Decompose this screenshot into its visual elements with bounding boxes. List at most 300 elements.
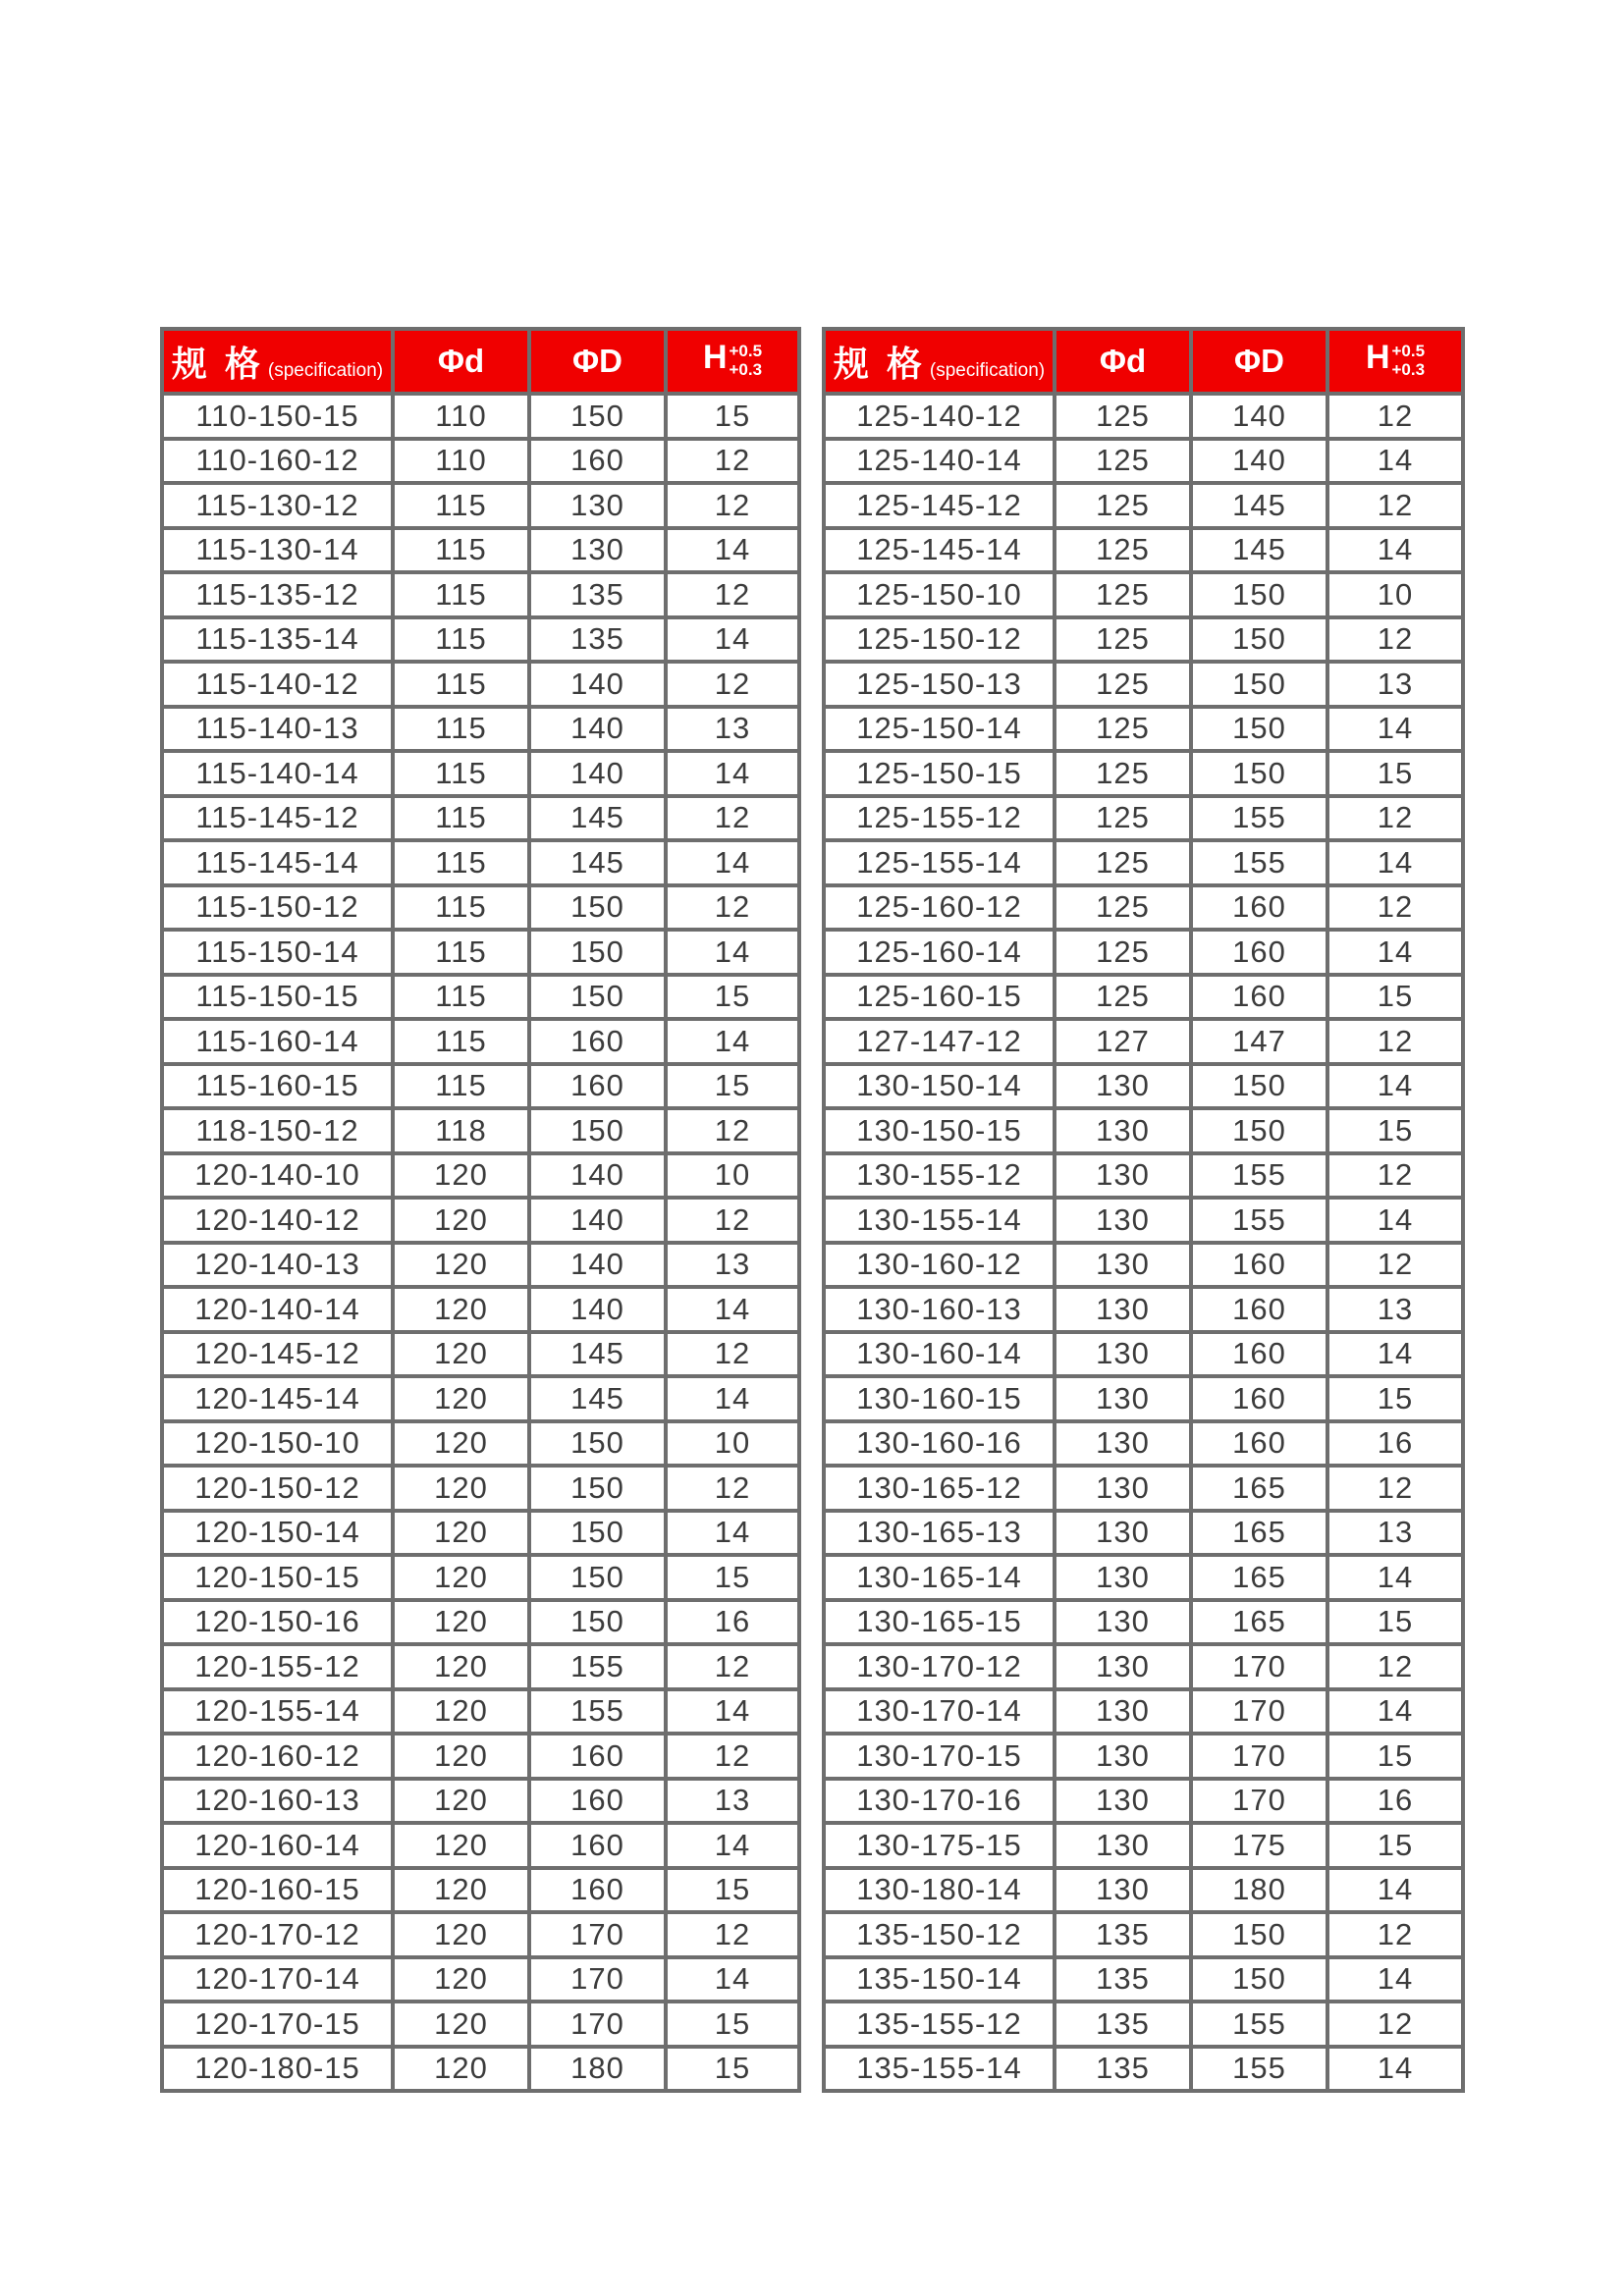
- cell-h: 12: [1327, 796, 1463, 841]
- cell-phi-d: 115: [393, 707, 529, 752]
- cell-h: 15: [1327, 751, 1463, 796]
- h-label: H: [1365, 339, 1390, 377]
- cell-h: 12: [666, 885, 799, 931]
- cell-phi-d: 135: [1055, 1957, 1191, 2002]
- cell-h: 12: [666, 572, 799, 617]
- table-row: [824, 1153, 1463, 1199]
- specification-label-en: (specification): [929, 359, 1046, 381]
- cell-h: 12: [666, 1198, 799, 1243]
- cell-specification: 120-155-12: [162, 1644, 393, 1689]
- cell-phi-D: 155: [1191, 840, 1327, 885]
- cell-specification: 130-170-14: [824, 1689, 1055, 1735]
- cell-phi-d: 115: [393, 840, 529, 885]
- cell-specification: 120-150-10: [162, 1421, 393, 1467]
- table-row: [824, 617, 1463, 663]
- cell-specification: 120-150-14: [162, 1511, 393, 1556]
- cell-phi-d: 118: [393, 1108, 529, 1153]
- cell-phi-d: 125: [1055, 930, 1191, 975]
- cell-phi-d: 125: [1055, 840, 1191, 885]
- table-row: [824, 1689, 1463, 1735]
- cell-phi-D: 160: [529, 1868, 666, 1913]
- cell-phi-D: 160: [529, 1779, 666, 1824]
- cell-phi-d: 125: [1055, 439, 1191, 484]
- cell-phi-D: 165: [1191, 1466, 1327, 1511]
- cell-phi-d: 120: [393, 1555, 529, 1600]
- cell-phi-D: 150: [1191, 751, 1327, 796]
- table-row: [162, 617, 799, 663]
- cell-h: 14: [1327, 930, 1463, 975]
- cell-h: 12: [666, 1734, 799, 1779]
- cell-phi-d: 120: [393, 1689, 529, 1735]
- cell-phi-D: 145: [529, 1376, 666, 1421]
- table-row: [162, 1734, 799, 1779]
- cell-phi-d: 120: [393, 1600, 529, 1645]
- cell-specification: 118-150-12: [162, 1108, 393, 1153]
- cell-specification: 130-170-16: [824, 1779, 1055, 1824]
- cell-specification: 125-155-12: [824, 796, 1055, 841]
- table-row: [824, 751, 1463, 796]
- cell-phi-d: 130: [1055, 1823, 1191, 1868]
- cell-specification: 130-180-14: [824, 1868, 1055, 1913]
- cell-h: 12: [666, 483, 799, 528]
- table-row: [824, 2047, 1463, 2092]
- cell-phi-D: 145: [1191, 528, 1327, 573]
- spec-table-left-body: [162, 394, 799, 2091]
- cell-phi-D: 140: [529, 751, 666, 796]
- cell-phi-D: 155: [529, 1689, 666, 1735]
- cell-phi-D: 160: [1191, 1332, 1327, 1377]
- cell-specification: 115-130-12: [162, 483, 393, 528]
- cell-h: 15: [666, 1868, 799, 1913]
- cell-phi-D: 140: [1191, 439, 1327, 484]
- h-upper-tolerance: +0.5: [1391, 341, 1426, 360]
- spec-table-right-body: [824, 394, 1463, 2091]
- cell-phi-D: 150: [529, 1600, 666, 1645]
- cell-h: 13: [1327, 662, 1463, 707]
- cell-specification: 120-150-12: [162, 1466, 393, 1511]
- cell-specification: 130-165-13: [824, 1511, 1055, 1556]
- cell-phi-d: 120: [393, 1421, 529, 1467]
- cell-phi-D: 145: [529, 796, 666, 841]
- cell-phi-d: 130: [1055, 1376, 1191, 1421]
- cell-phi-d: 130: [1055, 1108, 1191, 1153]
- cell-specification: 125-145-14: [824, 528, 1055, 573]
- cell-h: 14: [666, 1823, 799, 1868]
- table-row: [162, 1064, 799, 1109]
- cell-phi-D: 160: [529, 439, 666, 484]
- table-row: [162, 1600, 799, 1645]
- cell-h: 16: [666, 1600, 799, 1645]
- cell-phi-D: 180: [529, 2047, 666, 2092]
- header-phi-D: ΦD: [1191, 329, 1327, 394]
- cell-phi-D: 155: [1191, 1198, 1327, 1243]
- cell-phi-D: 150: [529, 975, 666, 1020]
- cell-phi-D: 170: [529, 1912, 666, 1957]
- table-row: [824, 1466, 1463, 1511]
- cell-specification: 125-150-15: [824, 751, 1055, 796]
- cell-specification: 130-170-15: [824, 1734, 1055, 1779]
- cell-specification: 127-147-12: [824, 1019, 1055, 1064]
- cell-specification: 120-150-16: [162, 1600, 393, 1645]
- cell-specification: 125-150-13: [824, 662, 1055, 707]
- cell-phi-d: 125: [1055, 885, 1191, 931]
- cell-phi-d: 115: [393, 572, 529, 617]
- table-row: [824, 840, 1463, 885]
- cell-phi-D: 170: [529, 2002, 666, 2047]
- table-row: [824, 528, 1463, 573]
- cell-phi-d: 125: [1055, 751, 1191, 796]
- cell-h: 15: [666, 2047, 799, 2092]
- cell-specification: 115-160-15: [162, 1064, 393, 1109]
- table-row: [824, 1332, 1463, 1377]
- cell-h: 13: [666, 707, 799, 752]
- cell-phi-d: 125: [1055, 975, 1191, 1020]
- cell-h: 15: [1327, 1600, 1463, 1645]
- cell-specification: 130-165-14: [824, 1555, 1055, 1600]
- cell-phi-D: 150: [529, 1108, 666, 1153]
- table-row: [162, 1689, 799, 1735]
- cell-phi-d: 125: [1055, 483, 1191, 528]
- cell-h: 12: [666, 1644, 799, 1689]
- cell-h: 14: [1327, 1868, 1463, 1913]
- table-row: [162, 2047, 799, 2092]
- table-row: [824, 1600, 1463, 1645]
- cell-specification: 115-130-14: [162, 528, 393, 573]
- cell-phi-d: 130: [1055, 1287, 1191, 1332]
- cell-h: 14: [1327, 1198, 1463, 1243]
- cell-phi-D: 155: [1191, 2002, 1327, 2047]
- table-row: [824, 1108, 1463, 1153]
- cell-h: 14: [666, 617, 799, 663]
- cell-phi-D: 147: [1191, 1019, 1327, 1064]
- cell-phi-d: 120: [393, 1912, 529, 1957]
- cell-phi-D: 150: [1191, 1957, 1327, 2002]
- cell-phi-d: 120: [393, 1332, 529, 1377]
- h-label: H: [702, 339, 728, 377]
- cell-phi-d: 120: [393, 1868, 529, 1913]
- cell-h: 15: [666, 1555, 799, 1600]
- h-lower-tolerance: +0.3: [1391, 360, 1426, 380]
- cell-specification: 135-150-12: [824, 1912, 1055, 1957]
- h-upper-tolerance: +0.5: [729, 341, 763, 360]
- table-row: [162, 1555, 799, 1600]
- table-row: [824, 1734, 1463, 1779]
- cell-phi-d: 120: [393, 1287, 529, 1332]
- cell-h: 15: [666, 975, 799, 1020]
- h-lower-tolerance: +0.3: [729, 360, 763, 380]
- cell-specification: 125-150-14: [824, 707, 1055, 752]
- cell-phi-d: 120: [393, 1153, 529, 1199]
- cell-specification: 120-170-12: [162, 1912, 393, 1957]
- table-row: [162, 1287, 799, 1332]
- table-row: [162, 394, 799, 439]
- cell-phi-d: 120: [393, 1823, 529, 1868]
- specification-label-en: (specification): [267, 359, 384, 381]
- table-row: [824, 1287, 1463, 1332]
- cell-phi-d: 135: [1055, 1912, 1191, 1957]
- cell-specification: 110-150-15: [162, 394, 393, 439]
- cell-phi-d: 130: [1055, 1511, 1191, 1556]
- cell-h: 13: [1327, 1287, 1463, 1332]
- cell-phi-D: 145: [1191, 483, 1327, 528]
- cell-phi-D: 150: [529, 885, 666, 931]
- cell-phi-D: 145: [529, 1332, 666, 1377]
- cell-h: 12: [1327, 885, 1463, 931]
- table-row: [824, 1644, 1463, 1689]
- h-tolerance-stack: [730, 342, 763, 380]
- cell-phi-d: 125: [1055, 617, 1191, 663]
- cell-phi-D: 150: [529, 1555, 666, 1600]
- cell-phi-D: 150: [1191, 707, 1327, 752]
- spec-table-right-header: [824, 329, 1463, 394]
- table-row: [162, 1644, 799, 1689]
- cell-h: 12: [666, 1912, 799, 1957]
- cell-specification: 115-135-12: [162, 572, 393, 617]
- cell-specification: 125-150-12: [824, 617, 1055, 663]
- table-row: [162, 751, 799, 796]
- cell-h: 15: [1327, 1108, 1463, 1153]
- table-row: [162, 1019, 799, 1064]
- cell-phi-D: 160: [1191, 885, 1327, 931]
- cell-specification: 120-160-15: [162, 1868, 393, 1913]
- cell-phi-d: 120: [393, 2047, 529, 2092]
- cell-h: 12: [666, 796, 799, 841]
- table-row: [162, 2002, 799, 2047]
- cell-specification: 115-140-13: [162, 707, 393, 752]
- cell-phi-d: 130: [1055, 1734, 1191, 1779]
- table-row: [824, 1019, 1463, 1064]
- cell-phi-D: 155: [1191, 796, 1327, 841]
- cell-specification: 130-160-15: [824, 1376, 1055, 1421]
- table-row: [162, 1376, 799, 1421]
- table-row: [824, 1421, 1463, 1467]
- cell-phi-D: 160: [1191, 930, 1327, 975]
- cell-specification: 115-150-12: [162, 885, 393, 931]
- cell-h: 14: [1327, 707, 1463, 752]
- table-row: [162, 1868, 799, 1913]
- cell-specification: 125-160-15: [824, 975, 1055, 1020]
- table-row: [162, 975, 799, 1020]
- cell-specification: 135-155-12: [824, 2002, 1055, 2047]
- cell-phi-D: 160: [1191, 1376, 1327, 1421]
- cell-h: 14: [666, 1376, 799, 1421]
- cell-h: 12: [666, 662, 799, 707]
- cell-phi-d: 120: [393, 1957, 529, 2002]
- cell-specification: 130-150-14: [824, 1064, 1055, 1109]
- cell-phi-D: 160: [529, 1019, 666, 1064]
- cell-phi-D: 140: [529, 1198, 666, 1243]
- cell-specification: 115-140-12: [162, 662, 393, 707]
- cell-h: 16: [1327, 1779, 1463, 1824]
- cell-phi-d: 130: [1055, 1421, 1191, 1467]
- cell-phi-d: 120: [393, 1644, 529, 1689]
- cell-specification: 125-160-14: [824, 930, 1055, 975]
- cell-phi-d: 110: [393, 439, 529, 484]
- table-row: [162, 796, 799, 841]
- cell-phi-d: 115: [393, 975, 529, 1020]
- cell-phi-D: 155: [529, 1644, 666, 1689]
- header-phi-d: Φd: [393, 329, 529, 394]
- cell-h: 13: [666, 1243, 799, 1288]
- cell-phi-d: 130: [1055, 1689, 1191, 1735]
- table-row: [162, 1198, 799, 1243]
- header-phi-D: ΦD: [529, 329, 666, 394]
- table-row: [162, 885, 799, 931]
- cell-phi-d: 115: [393, 1019, 529, 1064]
- cell-phi-D: 150: [529, 1421, 666, 1467]
- cell-phi-D: 140: [1191, 394, 1327, 439]
- cell-h: 15: [666, 394, 799, 439]
- cell-phi-d: 125: [1055, 707, 1191, 752]
- cell-specification: 115-145-14: [162, 840, 393, 885]
- cell-phi-D: 160: [1191, 1243, 1327, 1288]
- cell-h: 14: [666, 1689, 799, 1735]
- cell-phi-D: 150: [529, 1511, 666, 1556]
- cell-specification: 115-140-14: [162, 751, 393, 796]
- cell-h: 14: [1327, 2047, 1463, 2092]
- cell-h: 14: [666, 528, 799, 573]
- table-row: [824, 394, 1463, 439]
- table-row: [162, 1108, 799, 1153]
- cell-phi-D: 130: [529, 528, 666, 573]
- cell-phi-d: 130: [1055, 1868, 1191, 1913]
- cell-phi-d: 110: [393, 394, 529, 439]
- table-row: [824, 1198, 1463, 1243]
- table-row: [162, 1243, 799, 1288]
- cell-phi-D: 160: [529, 1734, 666, 1779]
- cell-h: 14: [666, 930, 799, 975]
- cell-phi-D: 180: [1191, 1868, 1327, 1913]
- cell-phi-d: 115: [393, 930, 529, 975]
- cell-specification: 120-145-12: [162, 1332, 393, 1377]
- cell-phi-D: 150: [1191, 662, 1327, 707]
- cell-phi-d: 125: [1055, 662, 1191, 707]
- cell-specification: 130-150-15: [824, 1108, 1055, 1153]
- cell-phi-D: 140: [529, 1243, 666, 1288]
- cell-specification: 120-160-14: [162, 1823, 393, 1868]
- table-row: [824, 483, 1463, 528]
- cell-h: 10: [1327, 572, 1463, 617]
- table-row: [162, 1779, 799, 1824]
- cell-specification: 120-140-12: [162, 1198, 393, 1243]
- cell-phi-D: 160: [529, 1823, 666, 1868]
- cell-phi-d: 120: [393, 1243, 529, 1288]
- table-row: [162, 1957, 799, 2002]
- cell-phi-D: 150: [529, 394, 666, 439]
- cell-phi-d: 130: [1055, 1064, 1191, 1109]
- table-row: [162, 572, 799, 617]
- cell-h: 14: [1327, 1332, 1463, 1377]
- cell-h: 14: [666, 751, 799, 796]
- table-row: [824, 930, 1463, 975]
- cell-phi-d: 115: [393, 617, 529, 663]
- cell-specification: 110-160-12: [162, 439, 393, 484]
- cell-specification: 125-145-12: [824, 483, 1055, 528]
- cell-specification: 130-155-14: [824, 1198, 1055, 1243]
- cell-specification: 130-160-14: [824, 1332, 1055, 1377]
- cell-phi-D: 130: [529, 483, 666, 528]
- table-row: [162, 707, 799, 752]
- cell-phi-d: 115: [393, 885, 529, 931]
- cell-h: 15: [1327, 1734, 1463, 1779]
- cell-phi-D: 150: [1191, 617, 1327, 663]
- cell-phi-D: 170: [1191, 1644, 1327, 1689]
- cell-h: 14: [666, 1957, 799, 2002]
- header-h-tolerance: [666, 329, 799, 394]
- cell-h: 12: [1327, 1153, 1463, 1199]
- cell-h: 14: [666, 840, 799, 885]
- cell-specification: 125-155-14: [824, 840, 1055, 885]
- cell-phi-d: 130: [1055, 1779, 1191, 1824]
- cell-phi-d: 130: [1055, 1466, 1191, 1511]
- header-row: [162, 329, 799, 394]
- table-row: [824, 662, 1463, 707]
- cell-phi-D: 140: [529, 662, 666, 707]
- header-h-tolerance: [1327, 329, 1463, 394]
- cell-specification: 120-170-14: [162, 1957, 393, 2002]
- cell-phi-d: 120: [393, 1198, 529, 1243]
- cell-h: 14: [1327, 1689, 1463, 1735]
- cell-h: 15: [1327, 975, 1463, 1020]
- cell-phi-d: 120: [393, 1511, 529, 1556]
- cell-specification: 135-155-14: [824, 2047, 1055, 2092]
- cell-h: 12: [1327, 483, 1463, 528]
- cell-h: 10: [666, 1153, 799, 1199]
- cell-phi-D: 165: [1191, 1555, 1327, 1600]
- cell-h: 12: [1327, 1243, 1463, 1288]
- table-row: [162, 1153, 799, 1199]
- cell-phi-D: 140: [529, 1153, 666, 1199]
- cell-phi-d: 130: [1055, 1332, 1191, 1377]
- cell-h: 12: [666, 1332, 799, 1377]
- spec-table-left: [160, 327, 801, 2093]
- cell-phi-d: 125: [1055, 572, 1191, 617]
- cell-phi-d: 115: [393, 528, 529, 573]
- cell-h: 15: [666, 1064, 799, 1109]
- table-row: [162, 483, 799, 528]
- cell-specification: 120-140-14: [162, 1287, 393, 1332]
- cell-specification: 120-180-15: [162, 2047, 393, 2092]
- cell-h: 14: [1327, 528, 1463, 573]
- table-row: [824, 1957, 1463, 2002]
- cell-phi-D: 170: [1191, 1689, 1327, 1735]
- cell-specification: 120-160-12: [162, 1734, 393, 1779]
- cell-h: 14: [666, 1287, 799, 1332]
- table-row: [824, 975, 1463, 1020]
- cell-h: 15: [666, 2002, 799, 2047]
- table-row: [162, 840, 799, 885]
- cell-specification: 135-150-14: [824, 1957, 1055, 2002]
- cell-h: 14: [666, 1511, 799, 1556]
- table-row: [824, 1779, 1463, 1824]
- cell-phi-d: 135: [1055, 2047, 1191, 2092]
- cell-phi-D: 155: [1191, 1153, 1327, 1199]
- cell-phi-d: 115: [393, 662, 529, 707]
- cell-phi-D: 150: [1191, 1108, 1327, 1153]
- cell-phi-d: 115: [393, 1064, 529, 1109]
- cell-phi-D: 150: [529, 930, 666, 975]
- cell-specification: 130-170-12: [824, 1644, 1055, 1689]
- cell-specification: 120-145-14: [162, 1376, 393, 1421]
- table-row: [824, 1555, 1463, 1600]
- cell-h: 15: [1327, 1823, 1463, 1868]
- table-row: [824, 1823, 1463, 1868]
- table-row: [824, 572, 1463, 617]
- cell-phi-d: 125: [1055, 796, 1191, 841]
- table-row: [824, 796, 1463, 841]
- cell-phi-d: 127: [1055, 1019, 1191, 1064]
- cell-h: 14: [1327, 1957, 1463, 2002]
